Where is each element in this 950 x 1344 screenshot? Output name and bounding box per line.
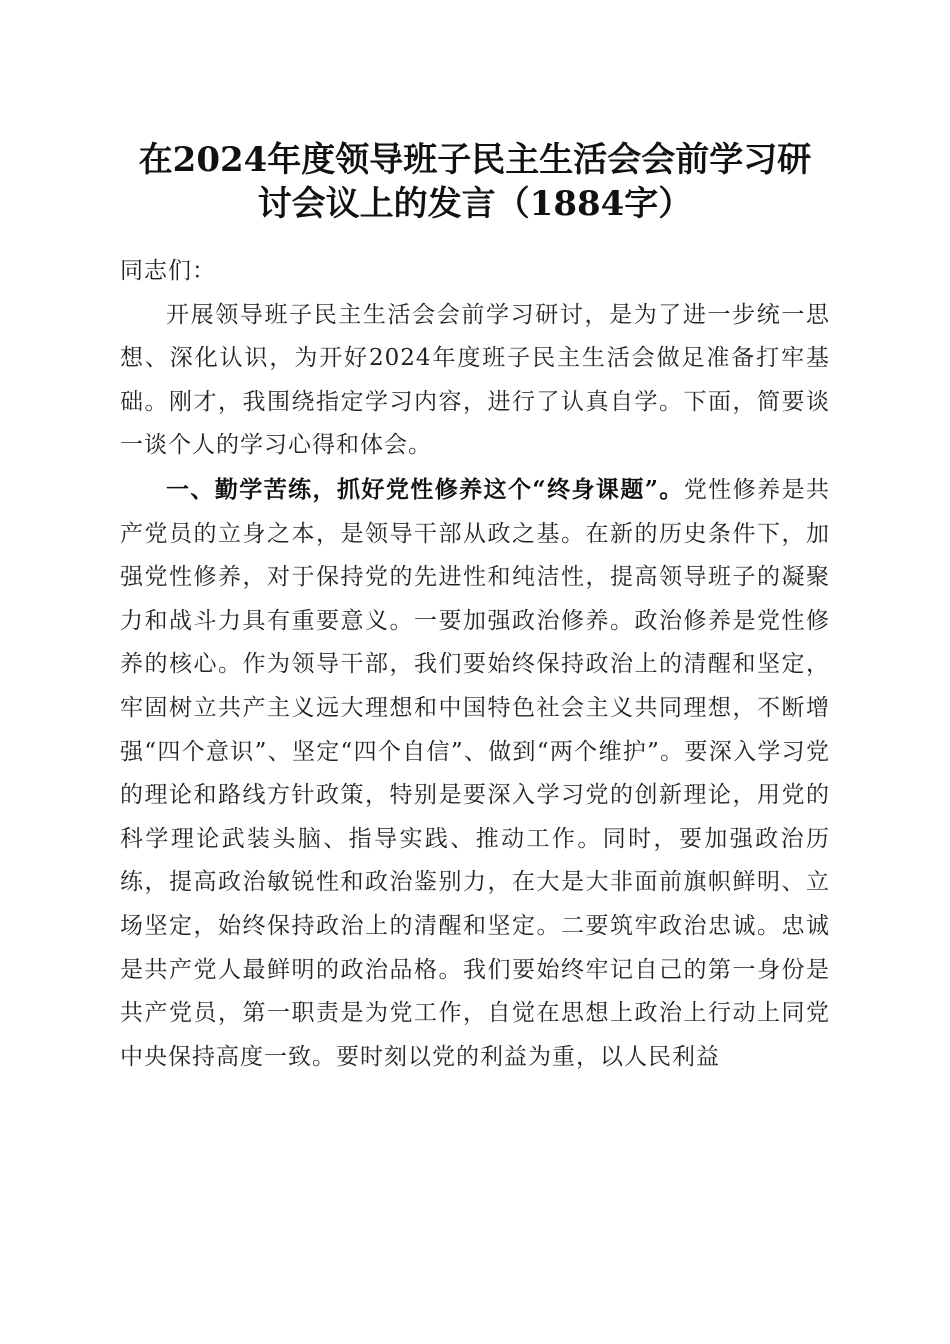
intro-paragraph: 开展领导班子民主生活会会前学习研讨，是为了进一步统一思想、深化认识，为开好2024年度班子民主生活会做足准备打牢基础。刚才，我围绕指定学习内容，进行了认真自学。下面，简要谈一谈个人的学习心得和体会。 [120, 301, 830, 459]
title-line-2: 讨会议上的发言（1884字） [257, 184, 693, 224]
document-body [120, 250, 830, 1079]
section-1-body: 党性修养是共产党员的立身之本，是领导干部从政之基。在新的历史条件下，加强党性修养，对于保持党的先进性和纯洁性，提高领导班子的凝聚力和战斗力具有重要意义。一要加强政治修养。政治修养是党性修养的核心。作为领导干部，我们要始终保持政治上的清醒和坚定，牢固树立共产主义远大理想和中国特色社会主义共同理想，不断增强“四个意识”、坚定“四个自信”、做到“两个维护”。要深入学习党的理论和路线方针政策，特别是要深入学习党的创新理论，用党的科学理论武装头脑、指导实践、推动工作。同时，要加强政治历练，提高政治敏锐性和政治鉴别力，在大是大非面前旗帜鲜明、立场坚定，始终保持政治上的清醒和坚定。二要筑牢政治忠诚。忠诚是共产党人最鲜明的政治品格。我们要始终牢记自己的第一身份是共产党员，第一职责是为党工作，自觉在思想上政治上行动上同党中央保持高度一致。要时刻以党的利益为重，以人民利益 [120, 476, 830, 1070]
salutation: 同志们： [120, 258, 216, 284]
section-1-heading: 一、勤学苦练，抓好党性修养这个“终身课题”。 [166, 475, 684, 503]
title-line-1: 在2024年度领导班子民主生活会会前学习研 [138, 140, 812, 180]
document-title [100, 138, 850, 226]
section-1-paragraph [120, 468, 830, 1079]
